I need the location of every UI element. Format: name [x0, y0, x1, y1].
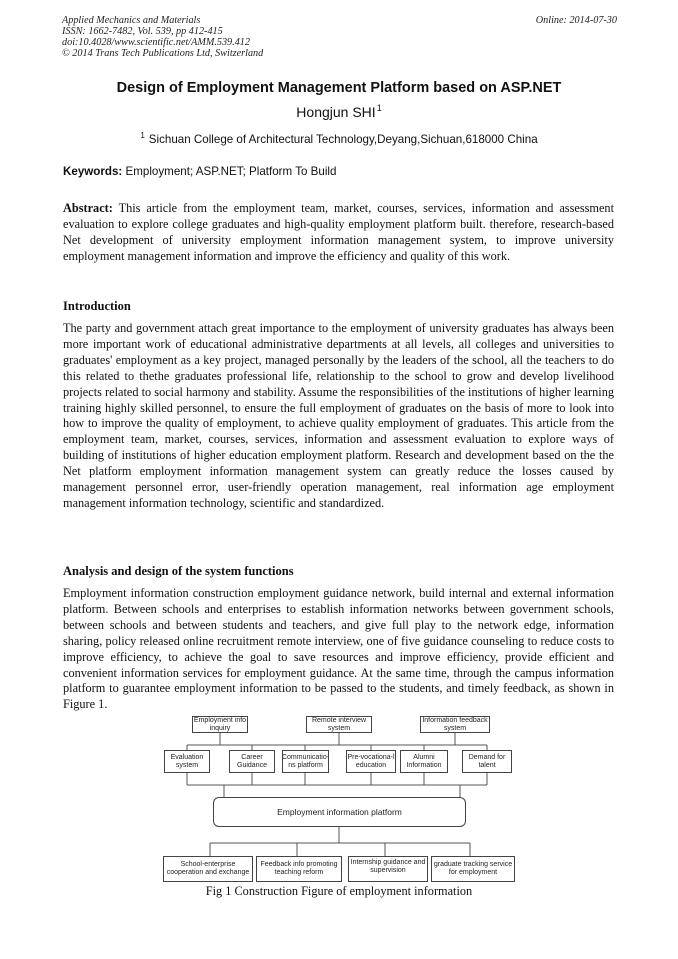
figure-box: Internship guidance and supervision [348, 856, 428, 882]
abstract-label: Abstract: [63, 201, 113, 215]
figure-box: Alumni Information [400, 750, 448, 773]
figure-box: Pre-vocationa-l education [346, 750, 396, 773]
issn: ISSN: 1662-7482, Vol. 539, pp 412-415 [62, 26, 223, 37]
section-heading: Introduction [63, 299, 131, 313]
figure-box: Demand for talent [462, 750, 512, 773]
online-date: Online: 2014-07-30 [535, 15, 617, 26]
keywords [63, 165, 618, 178]
keywords-text: Employment; ASP.NET; Platform To Build [125, 165, 337, 178]
journal-header [62, 15, 617, 59]
figure-box: School-enterprise cooperation and exchange [163, 856, 253, 882]
copyright: © 2014 Trans Tech Publications Ltd, Switzerland [62, 48, 264, 59]
affiliation-line [0, 131, 678, 146]
section-paragraph: Employment information construction employment guidance network, build internal and external information platform. Between schools and enterprises to establish information networks between government schools, between schools and between students and teachers, and give full play to the network edge, information sharing, policy released online recruitment remote interview, one of five guidance counseling to reduce costs to improve efficiency, to achieve the goal to save resources and improve efficiency, provide efficient and convenient information services for employment guidance. At the same time, through the campus information platform to guarantee employment information to be passed to the students, and timely feedback, as shown in Figure 1. [63, 586, 614, 712]
affiliation-superscript: 1 [140, 131, 145, 140]
journal-name: Applied Mechanics and Materials [62, 15, 201, 26]
affiliation: Sichuan College of Architectural Technology,Deyang,Sichuan,618000 China [148, 133, 538, 146]
paper-title: Design of Employment Management Platform based on ASP.NET [116, 80, 562, 96]
figure-box: Feedback info promoting teaching reform [256, 856, 342, 882]
section-paragraph: The party and government attach great importance to the employment of university graduates has always been more important work of educational administrative departments at all levels, all colleges and universities to graduates' employment as a key project, managed personally by the leaders of the school, all the teachers to do this related to thethe graduates professional life, relationship to the school to grow and develop livelihood projects related to social harmony and stability. Assume the responsibilities of the institutions of higher learning training highly skilled personnel, to ensure the full employment of graduates on the basis of more to look into how to improve the quality of employment, to achieve quality employment of graduates. This article from the employment team, market, courses, services, information and assessment evaluation to explore ways of building of institutions of higher education employment platform. Research and development based on the the Net platform employment information management system can greatly reduce the losses caused by management personnel error, user-friendly operation management, real information age employment management information technology, scientific and standardized. [63, 321, 614, 510]
doi: doi:10.4028/www.scientific.net/AMM.539.412 [62, 37, 250, 48]
keywords-label: Keywords: [63, 165, 123, 178]
author-line [0, 103, 678, 120]
figure-box: Communicatio-ns platform [282, 750, 329, 773]
abstract [63, 201, 614, 265]
abstract-text: This article from the employment team, market, courses, services, information and assessment evaluation to explore college graduates and high-quality employment platform built. therefore, research-based Net development of university employment information management system, to improve university employment management information and improve the efficiency and quality of this work. [63, 201, 614, 263]
figure-box: Employment info inquiry [193, 716, 247, 732]
figure-box: Remote interview system [306, 716, 372, 733]
author-superscript: 1 [376, 103, 382, 113]
author-name: Hongjun SHI [296, 104, 376, 120]
section-heading: Analysis and design of the system functions [63, 564, 294, 578]
platform-box: Employment information platform [213, 797, 466, 827]
figure-box: Career Guidance [229, 750, 275, 773]
figure-box: graduate tracking service for employment [431, 856, 515, 882]
figure-box: Evaluation system [164, 750, 210, 773]
figure-caption: Fig 1 Construction Figure of employment information [205, 884, 473, 898]
figure-box: Information feedback system [420, 716, 490, 733]
